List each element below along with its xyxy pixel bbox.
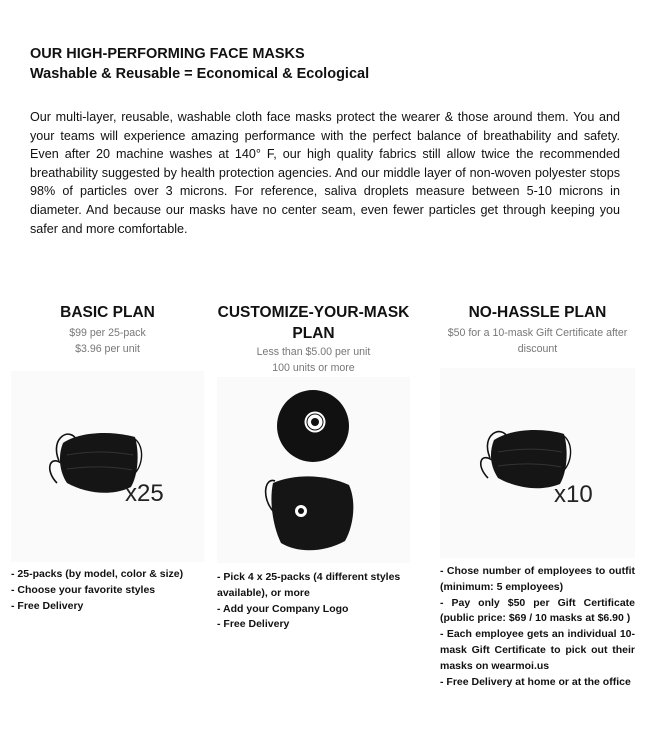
plan-price-line: $99 per 25-pack: [69, 327, 146, 339]
plan-title: NO-HASSLE PLAN: [468, 304, 607, 321]
plan-price-line: discount: [517, 343, 558, 355]
feature-item: - Each employee gets an individual 10-mask Gift Certificate to pick out their masks on wearmoi.us: [440, 628, 635, 672]
plan-price: [440, 325, 635, 357]
plan-features: [217, 570, 410, 633]
plan-title: BASIC PLAN: [60, 304, 155, 321]
feature-item: - Chose number of employees to outfit (minimum: 5 employees): [440, 565, 635, 593]
page-subtitle: Washable & Reusable = Economical & Ecological: [30, 66, 370, 82]
plan-price-line: 100 units or more: [272, 362, 355, 374]
face-mask-icon: [11, 371, 204, 562]
feature-item: - Add your Company Logo: [217, 602, 349, 615]
pack-quantity-label: x10: [554, 481, 593, 508]
plan-price-line: $50 for a 10-mask Gift Certificate after: [447, 327, 628, 339]
plan-title-line: CUSTOMIZE-YOUR-MASK: [217, 304, 410, 321]
pack-quantity-label: x25: [125, 480, 164, 507]
page-title: OUR HIGH-PERFORMING FACE MASKS: [30, 46, 305, 62]
page-heading: [30, 44, 369, 84]
gift-pack-image: [440, 368, 635, 558]
plan-price: [11, 325, 204, 357]
logo-mask-icon: [217, 377, 410, 563]
mask-pack-image: [11, 371, 204, 562]
feature-item: - Free Delivery: [217, 618, 290, 631]
feature-item: - Pick 4 x 25-packs (4 different styles available), or more: [217, 571, 401, 599]
plan-features: [11, 567, 204, 614]
plan-price-line: $3.96 per unit: [75, 343, 140, 355]
plan-price-line: Less than $5.00 per unit: [256, 346, 371, 358]
intro-paragraph: Our multi-layer, reusable, washable cloth face masks protect the wearer & those around them. You and your teams will experience amazing performance with the perfect balance of breathability and safety. Even after 20 machine washes at 140° F, our high quality fabrics still allow twice the recommended breathability suggested by health protection agencies. And our middle layer of non-woven polyester stops 98% of particles over 3 microns. For reference, saliva droplets measure between 5-10 microns in diameter. And because our masks have no center seam, even fewer particles get through keeping you safer and more comfortable.: [30, 110, 620, 236]
feature-item: - Free Delivery at home or at the office: [440, 675, 631, 688]
feature-item: - Free Delivery: [11, 599, 84, 612]
custom-logo-mask-image: [217, 377, 410, 563]
plan-price: [217, 344, 410, 376]
face-mask-icon: [440, 368, 635, 558]
plan-title: [217, 302, 410, 344]
plan-title-line: PLAN: [292, 325, 335, 342]
feature-item: - Choose your favorite styles: [11, 583, 156, 596]
plan-features: [440, 564, 635, 690]
feature-item: - 25-packs (by model, color & size): [11, 568, 184, 580]
feature-item: - Pay only $50 per Gift Certificate (public price: $69 / 10 masks at $6.90 ): [440, 596, 635, 625]
